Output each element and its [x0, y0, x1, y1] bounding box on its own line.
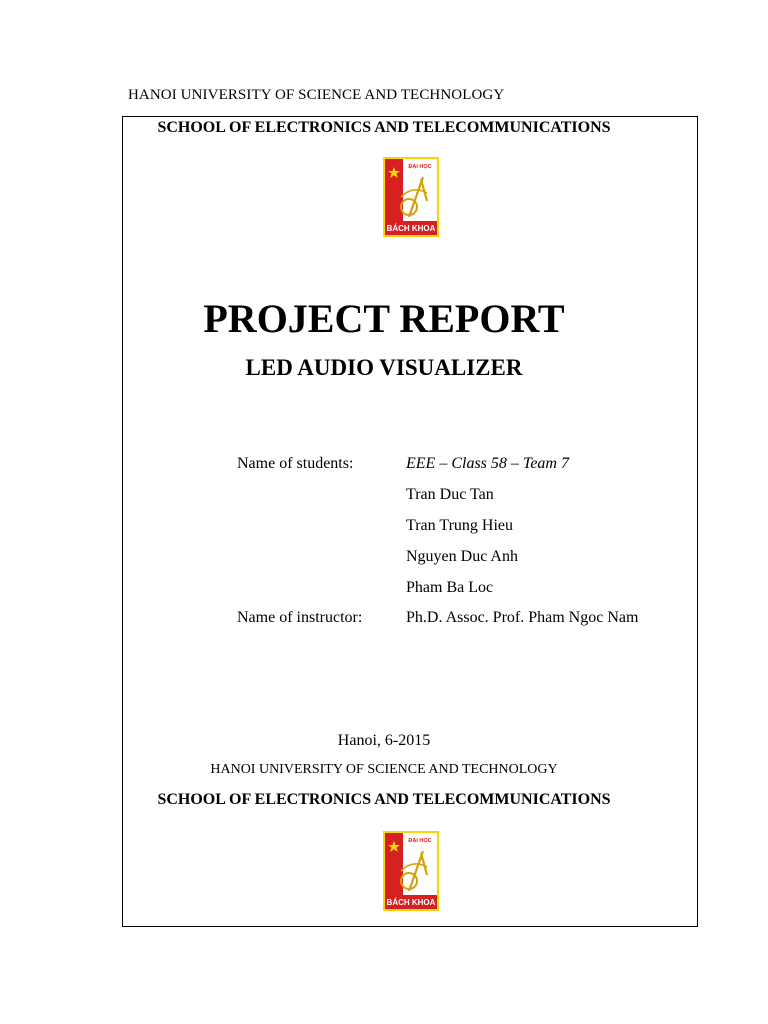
logo-bottom-text: BÁCH KHOA: [386, 224, 436, 233]
school-name: SCHOOL OF ELECTRONICS AND TELECOMMUNICATIONS: [157, 119, 611, 136]
logo-top-text: ĐẠI HỌC: [408, 164, 432, 170]
school-name-bottom: SCHOOL OF ELECTRONICS AND TELECOMMUNICATIONS: [157, 791, 611, 808]
university-logo-icon: [383, 831, 439, 911]
instructor-name: Ph.D. Assoc. Prof. Pham Ngoc Nam: [406, 609, 639, 626]
student-name: Tran Duc Tan: [406, 486, 494, 503]
logo-top-text: ĐẠI HỌC: [408, 838, 432, 844]
university-logo-icon: [383, 157, 439, 237]
student-name: Tran Trung Hieu: [406, 517, 513, 534]
student-name: Pham Ba Loc: [406, 579, 494, 596]
report-subtitle: LED AUDIO VISUALIZER: [245, 355, 523, 380]
instructor-label: Name of instructor:: [237, 609, 363, 626]
university-name-top: HANOI UNIVERSITY OF SCIENCE AND TECHNOLOGY: [128, 87, 505, 103]
students-label: Name of students:: [237, 455, 354, 472]
report-date: Hanoi, 6-2015: [337, 732, 431, 749]
student-name: Nguyen Duc Anh: [406, 548, 518, 565]
team-name: EEE – Class 58 – Team 7: [406, 455, 569, 472]
logo-bottom-text: BÁCH KHOA: [386, 898, 436, 907]
report-title: PROJECT REPORT: [203, 296, 565, 341]
university-name-bottom: HANOI UNIVERSITY OF SCIENCE AND TECHNOLOGY: [210, 762, 558, 777]
